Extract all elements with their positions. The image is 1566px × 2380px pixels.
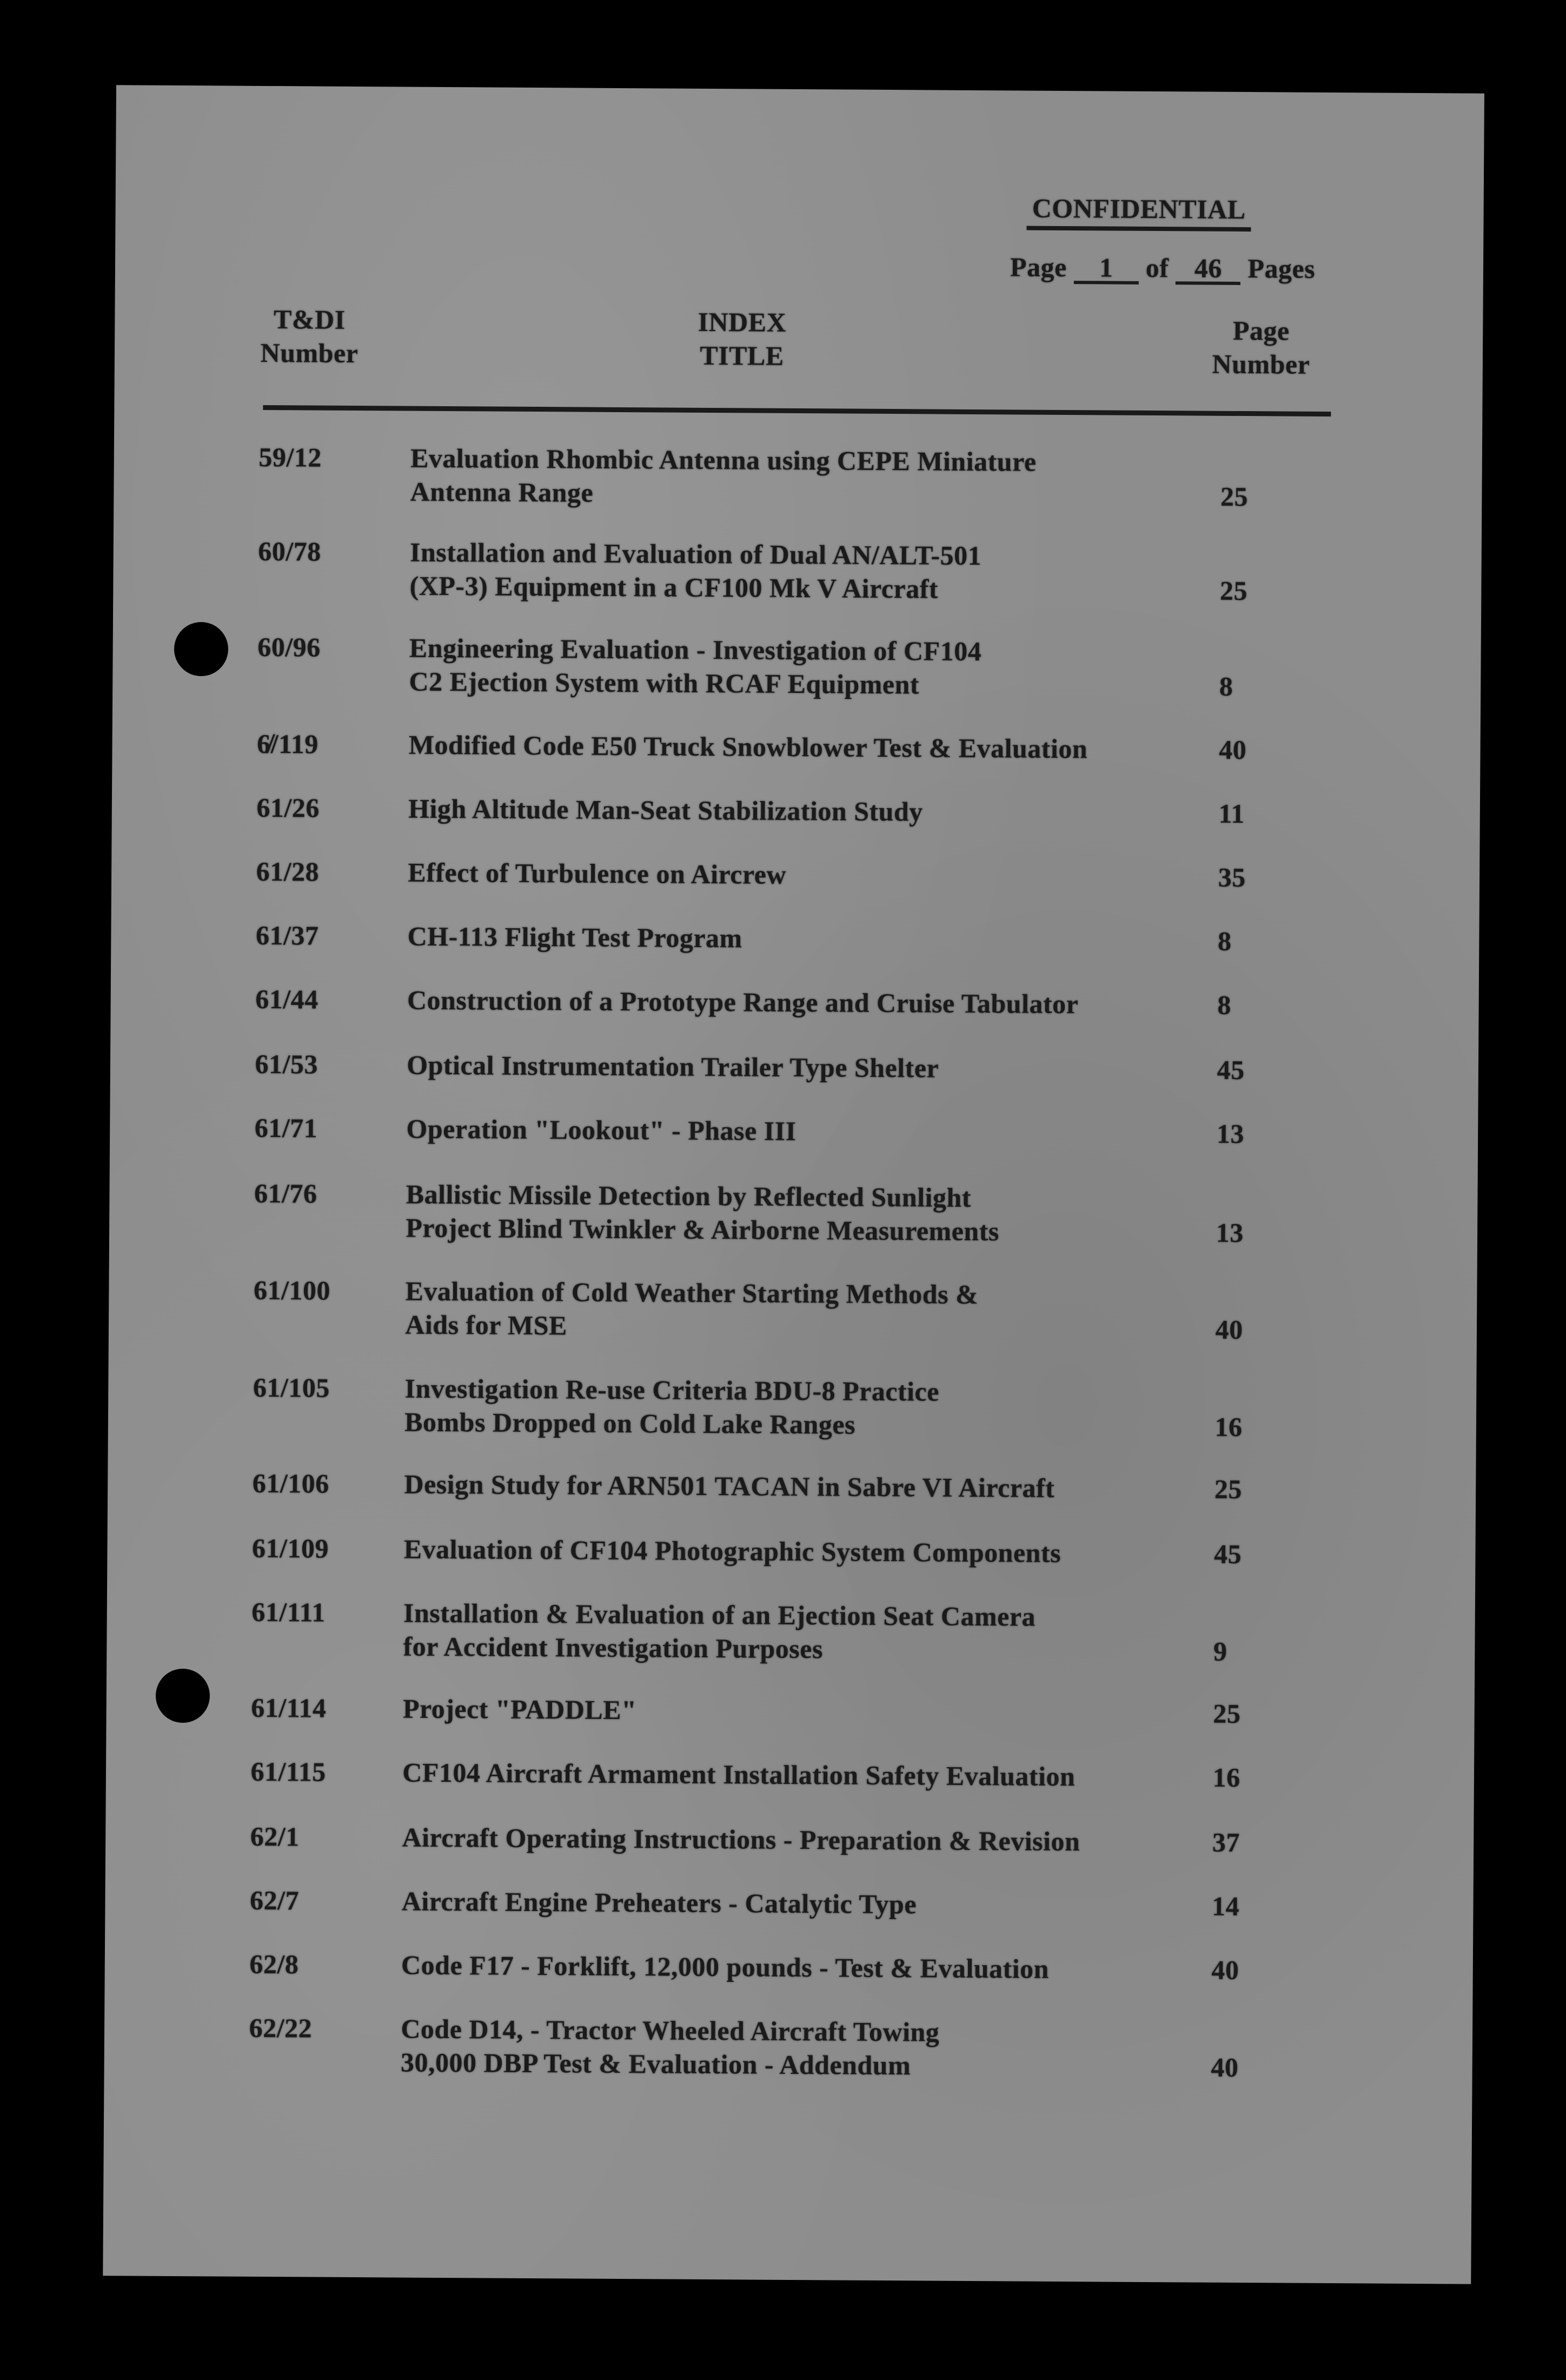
column-header-number-line2: Number (260, 337, 359, 369)
page-label: Page (1010, 252, 1067, 283)
index-title-line: Aircraft Operating Instructions - Preparation & Revision (402, 1822, 1080, 1857)
page-count (1010, 250, 1315, 285)
index-title-line: Project "PADDLE" (402, 1693, 637, 1726)
header-rule (263, 405, 1331, 416)
tdi-number: 61/76 (254, 1178, 317, 1209)
index-title-line: Aircraft Engine Preheaters - Catalytic Type (401, 1886, 917, 1920)
tdi-number: 62/8 (249, 1948, 299, 1980)
column-header-number (250, 302, 369, 370)
index-title-line: Operation "Lookout" - Phase III (406, 1113, 797, 1146)
column-header-title-line2: TITLE (700, 340, 784, 371)
punch-hole (174, 622, 228, 676)
index-title-line: Antenna Range (410, 476, 594, 508)
tdi-number: 60/78 (258, 536, 321, 567)
index-title-line: CH-113 Flight Test Program (407, 921, 742, 954)
page-number: 8 (1219, 671, 1233, 702)
page-number: 40 (1219, 734, 1247, 765)
page-number: 40 (1211, 2052, 1239, 2083)
column-header-title (682, 305, 802, 373)
tdi-number: 61/111 (251, 1596, 326, 1628)
tdi-number: 61/37 (255, 920, 319, 951)
page-number: 45 (1217, 1054, 1245, 1086)
page-number: 13 (1216, 1118, 1245, 1149)
column-header-page-line2: Number (1212, 348, 1310, 380)
tdi-number: 61/26 (256, 792, 320, 823)
tdi-number: 59/12 (258, 441, 322, 473)
page-number: 8 (1217, 925, 1232, 956)
page-number: 35 (1218, 862, 1246, 893)
tdi-number: 61/53 (255, 1048, 318, 1080)
column-header-title-line1: INDEX (698, 306, 787, 338)
tdi-number: 61/71 (254, 1112, 318, 1143)
tdi-number: 62/1 (250, 1821, 300, 1852)
page-number: 11 (1218, 798, 1245, 829)
tdi-number: 61/100 (253, 1274, 331, 1306)
page-number: 40 (1215, 1314, 1243, 1345)
index-title-line: 30,000 DBP Test & Evaluation - Addendum (400, 2047, 911, 2081)
index-content (103, 85, 1484, 2284)
tdi-number: 61/115 (250, 1756, 326, 1787)
index-title-line: Code F17 - Forklift, 12,000 pounds - Test & Evaluation (401, 1949, 1050, 1984)
index-title-line: Bombs Dropped on Cold Lake Ranges (404, 1406, 856, 1440)
page-number: 25 (1220, 481, 1249, 512)
index-title-line: Effect of Turbulence on Aircrew (408, 857, 787, 890)
index-title-line: Installation & Evaluation of an Ejection Seat Camera (403, 1597, 1036, 1632)
tdi-number: 61/44 (255, 983, 318, 1015)
index-title-line: Evaluation Rhombic Antenna using CEPE Miniature (410, 442, 1037, 477)
index-title-line: Modified Code E50 Truck Snowblower Test & Evaluation (408, 729, 1088, 764)
column-header-page-line1: Page (1232, 315, 1290, 346)
page-number: 8 (1217, 989, 1231, 1020)
index-title-line: Design Study for ARN501 TACAN in Sabre VI Aircraft (404, 1469, 1055, 1503)
page-number: 25 (1219, 575, 1248, 606)
tdi-number: 61/105 (253, 1372, 330, 1403)
index-title-line: Ballistic Missile Detection by Reflected Sunlight (406, 1179, 972, 1213)
page-number: 25 (1214, 1473, 1243, 1505)
page-number: 40 (1211, 1954, 1239, 1986)
index-title-line: C2 Ejection System with RCAF Equipment (409, 666, 920, 700)
tdi-number: 61/28 (256, 856, 320, 887)
index-title-line: Engineering Evaluation - Investigation of CF104 (409, 632, 982, 667)
page-number: 9 (1213, 1636, 1227, 1667)
index-title-line: (XP-3) Equipment in a CF100 Mk V Aircraft (409, 570, 939, 604)
tdi-number: 61/114 (251, 1692, 327, 1723)
index-title-line: CF104 Aircraft Armament Installation Safety Evaluation (402, 1757, 1076, 1792)
tdi-number: 6̸/119 (257, 728, 319, 759)
tdi-number: 61/106 (252, 1467, 329, 1499)
index-title-line: High Altitude Man-Seat Stabilization Study (408, 793, 923, 827)
index-title-line: Optical Instrumentation Trailer Type Shelter (407, 1049, 939, 1083)
classification-marking: CONFIDENTIAL (1026, 194, 1251, 232)
tdi-number: 62/7 (249, 1885, 300, 1916)
page-number: 25 (1213, 1698, 1241, 1729)
current-page-number: 1 (1074, 254, 1139, 285)
tdi-number: 62/22 (249, 2012, 313, 2044)
page-number: 16 (1212, 1762, 1240, 1793)
pages-label: Pages (1248, 253, 1316, 284)
page-number: 16 (1215, 1411, 1243, 1443)
column-header-page (1196, 313, 1326, 381)
index-title-line: Evaluation of Cold Weather Starting Methods & (405, 1275, 979, 1310)
page-number: 13 (1216, 1217, 1244, 1248)
of-label: of (1145, 252, 1169, 283)
index-title-line: Aids for MSE (405, 1309, 567, 1341)
page-number: 37 (1212, 1827, 1240, 1858)
tdi-number: 61/109 (251, 1532, 329, 1564)
index-title-line: Project Blind Twinkler & Airborne Measurements (406, 1212, 999, 1247)
column-header-number-line1: T&DI (273, 304, 346, 335)
index-title-line: Investigation Re-use Criteria BDU-8 Practice (404, 1373, 940, 1407)
index-title-line: Code D14, - Tractor Wheeled Aircraft Towing (401, 2013, 940, 2047)
punch-hole (156, 1669, 210, 1723)
total-pages: 46 (1176, 254, 1240, 285)
index-title-line: Installation and Evaluation of Dual AN/ALT-501 (409, 537, 982, 571)
index-title-line: Construction of a Prototype Range and Cruise Tabulator (407, 984, 1079, 1020)
document-page (103, 85, 1484, 2284)
page-number: 45 (1213, 1538, 1242, 1570)
index-title-line: for Accident Investigation Purposes (403, 1631, 824, 1664)
tdi-number: 60/96 (257, 631, 321, 663)
page-number: 14 (1211, 1890, 1240, 1922)
index-title-line: Evaluation of CF104 Photographic System Components (403, 1533, 1061, 1568)
